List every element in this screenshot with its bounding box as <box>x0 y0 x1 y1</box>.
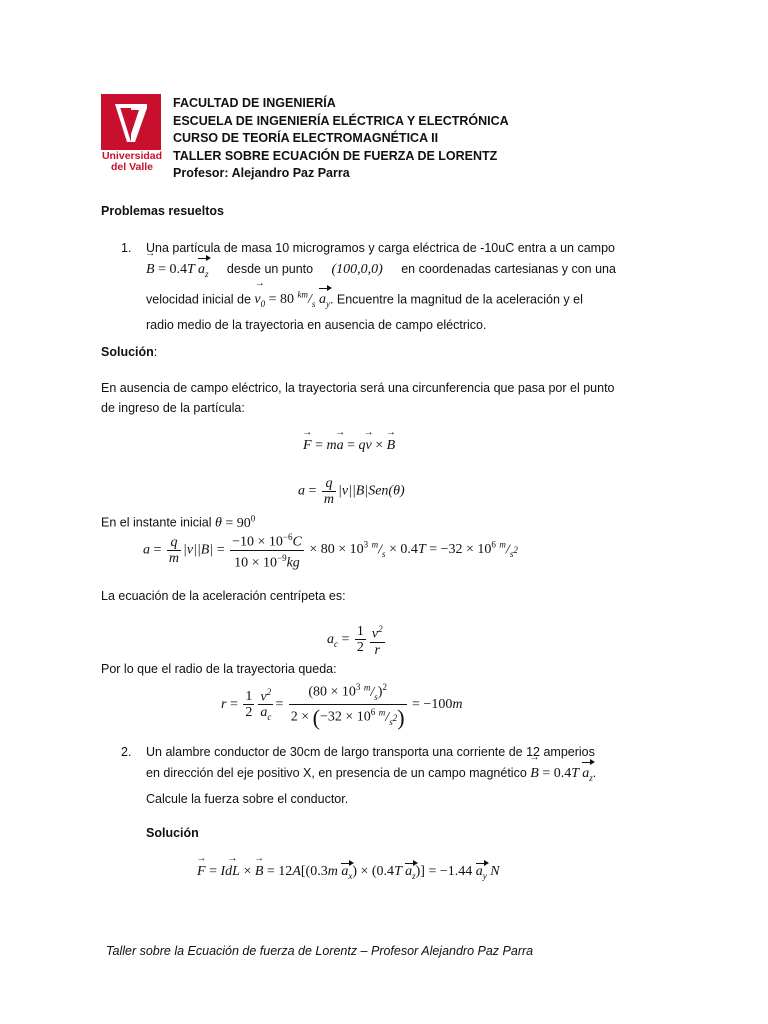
problem-1-line2-post: en coordenadas cartesianas y con una <box>401 262 616 276</box>
explanation-line2: de ingreso de la partícula: <box>101 401 245 415</box>
conductor-force-equation: → F = I→ dL × → B = 12A[(0.3m $a_x) \times (0.4T$ $a_z)] = -1.44$ $a_y$ N <box>197 864 500 881</box>
solution-1-explanation <box>101 378 641 418</box>
field-b-equation-2: → B = 0.4T $a_z$ <box>530 766 593 781</box>
problem-1-line4: radio medio de la trayectoria en ausencia de campo eléctrico. <box>146 318 487 333</box>
logo-text-line2: del Valle <box>110 161 154 173</box>
header-line-faculty: FACULTAD DE INGENIERÍA <box>173 96 336 110</box>
theta-equation: $\theta = 90^0$ <box>214 513 256 531</box>
explanation-line1: En ausencia de campo eléctrico, la trayectoria será una circunferencia que pasa por el punto <box>101 381 615 395</box>
centripetal-text: La ecuación de la aceleración centrípeta es: <box>101 589 346 603</box>
header-line-school: ESCUELA DE INGENIERÍA ELÉCTRICA Y ELECTRÓNICA <box>173 113 509 128</box>
radius-text: Por lo que el radio de la trayectoria queda: <box>101 662 337 676</box>
header-line-professor: Profesor: Alejandro Paz Parra <box>173 166 350 180</box>
problem-1-line2 <box>146 259 616 285</box>
problem-1-statement <box>146 238 616 336</box>
problem-2-line2 <box>146 763 616 789</box>
problem-1-number: 1. <box>121 241 132 255</box>
acceleration-magnitude-equation: a = $\frac{q}{m}$ |v||B|Sen(θ) <box>298 476 405 507</box>
problem-2-line2-post: . <box>592 766 597 780</box>
initial-instant-text: En el instante inicial <box>101 515 215 530</box>
header-line-workshop: TALLER SOBRE ECUACIÓN DE FUERZA DE LORENTZ <box>173 148 498 163</box>
solution-1-label-text: Solución <box>101 345 154 359</box>
page-footer: Taller sobre la Ecuación de fuerza de Lorentz – Profesor Alejandro Paz Parra <box>106 944 534 958</box>
problem-1-line2-mid: desde un punto <box>226 262 314 276</box>
problem-1-line1: Una partícula de masa 10 microgramos y carga eléctrica de -10uC entra a un campo <box>146 241 615 255</box>
radius-calculation: r = $\frac{1}{2}$ $\frac{v^2}{a_c}$ = $\frac{(80 \times 10^3 ^m/_s)^2}{2 \times (-32 \times 10^6 ^m/_{s^2})}$ = −100m <box>221 682 463 731</box>
acceleration-calculation: a = $\frac{q}{m}$ |v||B| = $\frac{-10 \times 10^{-6}C}{10 \times 10^{-9}kg}$ × $80 \times 10^3$ $^m/_s \times 0.4T = -32 \times 10^6$ $^m/_{s^2}$ <box>143 532 518 571</box>
problem-1-line3-pre: velocidad inicial de <box>146 292 255 307</box>
field-b-equation: → B = 0.4T $a_z$ <box>146 259 209 285</box>
problem-1-line3-post: . Encuentre la magnitud de la aceleración y el <box>329 292 583 307</box>
university-logo <box>101 94 163 178</box>
problem-2-number: 2. <box>121 745 132 759</box>
entry-point: (100,0,0) <box>331 262 383 277</box>
solution-1-label <box>101 342 157 362</box>
problem-2-statement <box>146 742 616 810</box>
solution-2-label: Solución <box>146 826 199 840</box>
problem-2-line3: Calcule la fuerza sobre el conductor. <box>146 791 349 806</box>
initial-velocity-equation: → $v_0 = 80$ $^{km}/_s$ $a_y$ <box>254 292 330 307</box>
section-title: Problemas resueltos <box>101 204 224 218</box>
centripetal-equation: $a_c$ = $\frac{1}{2}$ $\frac{v^2}{r}$ <box>327 624 383 658</box>
header-line-course: CURSO DE TEORÍA ELECTROMAGNÉTICA II <box>173 131 439 145</box>
problem-2-line1: Un alambre conductor de 30cm de largo transporta una corriente de 12 amperios <box>146 745 595 759</box>
logo-text-line1: Universidad <box>101 150 163 162</box>
lorentz-force-equation: → F = m→ a = q→ v × → B <box>303 438 395 454</box>
university-emblem-icon <box>101 94 161 150</box>
problem-1-line3 <box>146 285 616 315</box>
problem-2-line2-pre: en dirección del eje positivo X, en presencia de un campo magnético <box>146 766 531 780</box>
document-header <box>173 95 509 183</box>
solution-1-colon: : <box>153 345 158 359</box>
